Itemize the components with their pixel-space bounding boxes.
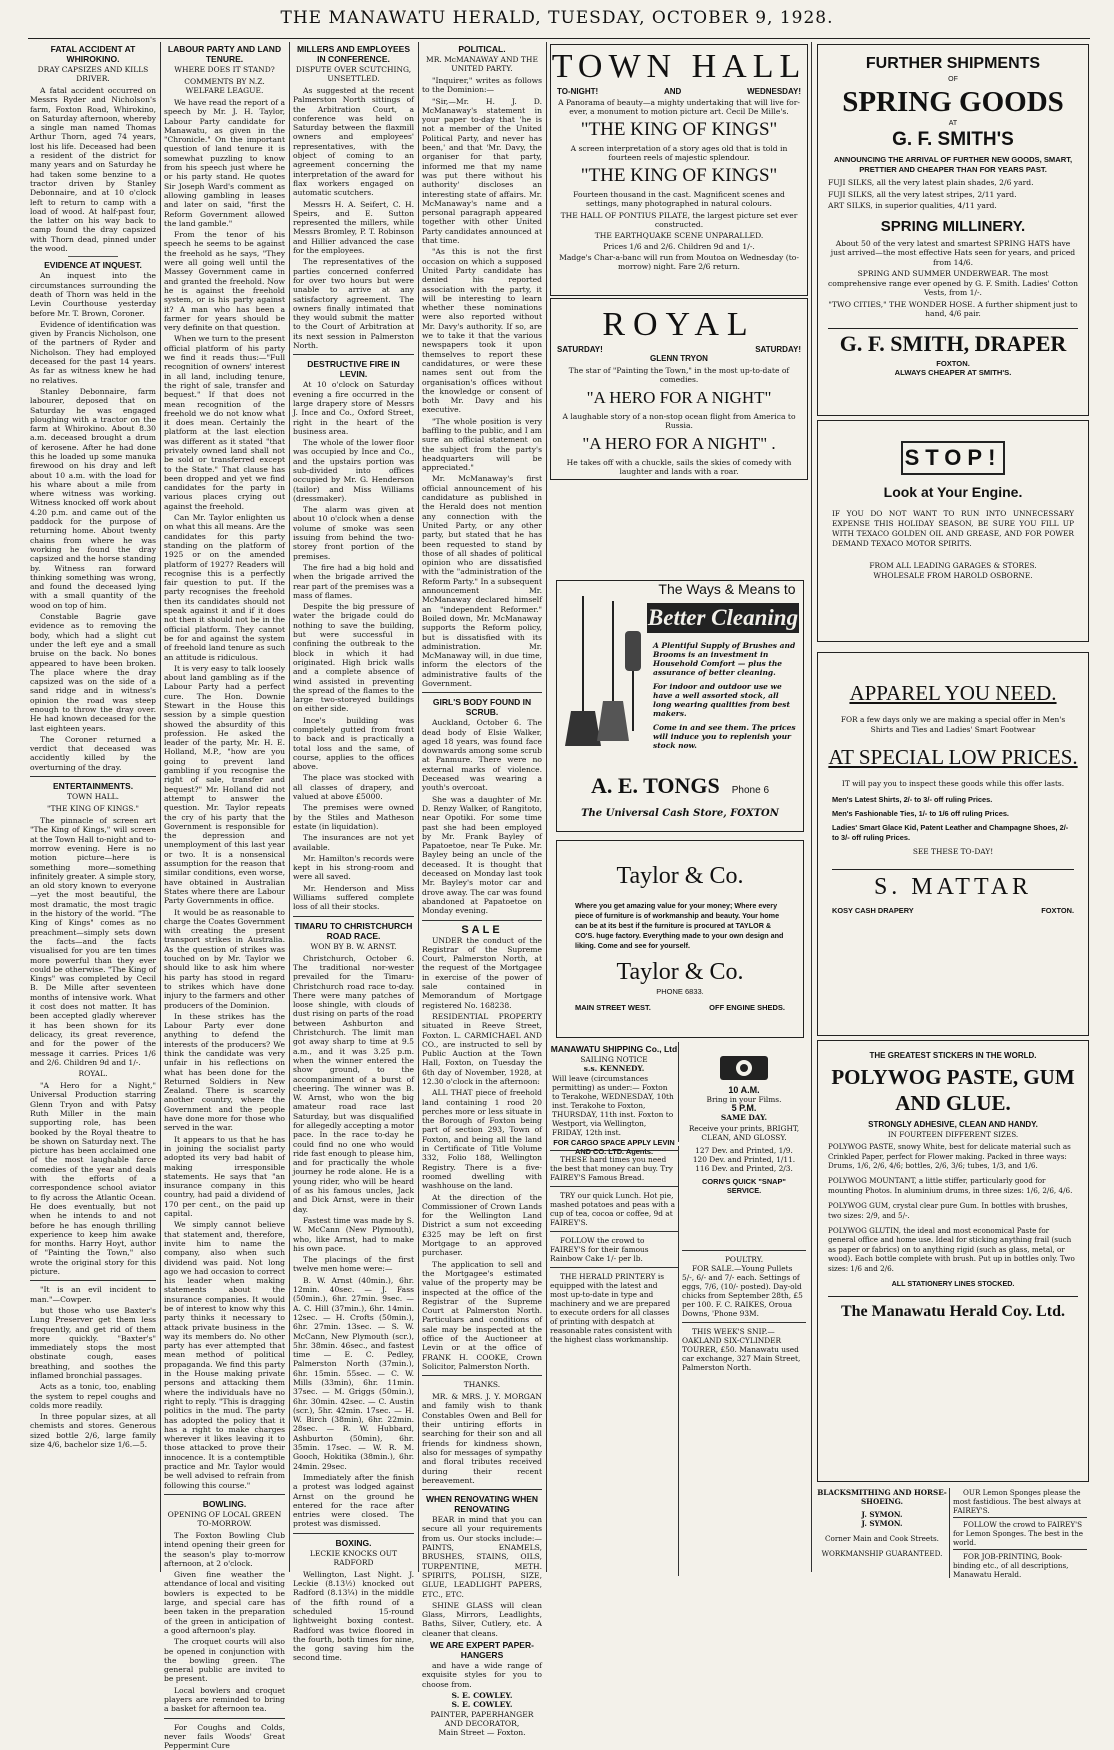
advert-text: FROM ALL LEADING GARAGES & STORES. (869, 561, 1037, 570)
advert-text: FOR a few days only we are making a special offer in Men's Shirts and Ties and Ladies' Smart Footwear (840, 715, 1066, 734)
advert-text: A Plentiful Supply of Brushes and Brooms is an investment in Household Comfort — plus the assurance of better cleaning. (653, 641, 796, 677)
advert-text: 127 Dev. and Printed, 1/9. 120 Dev. and Printed, 1/11. 116 Dev. and Printed, 2/3. (692, 1146, 796, 1173)
article-paragraph: Evidence of identification was given by Francis Nicholson, one of the partners of Ryder and Nicholson. They had employed deceased for the past 14 years. As far as witness knew he had no relatives. (30, 319, 156, 385)
article-paragraph: Immediately after the finish a protest was lodged against Arnst on the ground he entered for the race after entries were closed. The protest was dismissed. (293, 1472, 414, 1529)
article-paragraph: Constable Bagrie gave evidence as to removing the body, which had a slight cut under the left eye and a small bruise on the back. No bones appeared to have been broken. The place where the dray capsized was on the side of a sand ridge and in witness's opinion the road was steep enough to throw the dray over. He had known deceased for the last eighteen years. (30, 612, 156, 733)
column-2 (164, 42, 285, 1750)
divider (293, 916, 414, 917)
masthead: THE MANAWATU HERALD, TUESDAY, OCTOBER 9, 1928. (280, 8, 834, 28)
advert-phone: Phone 6 (731, 785, 770, 796)
apparel-advert (817, 652, 1089, 1036)
article-paragraph: It would be as reasonable to charge the Coates Government with creating the present transport strikes in Australia. As the question of strikes was touched on by Mr. Taylor we should like to ask him where his party has stood in regard to strikes which have done injury to the farmers and other producers of the Dominion. (164, 907, 285, 1010)
advert-text: A screen interpretation of a story ages old that is told in fourteen reels of majestic splendour. (570, 144, 788, 162)
advert-text: J. SYMON. (861, 1519, 903, 1528)
advert-heading: POULTRY. (724, 1255, 764, 1264)
advert-heading: AT SPECIAL LOW PRICES. (828, 745, 1078, 769)
article-paragraph: Ince's building was completely gutted from front to back and is practically a total loss and the same, of course, applies to the offices above. (293, 715, 414, 772)
small-advert: THIS WEEK'S SNIP.—OAKLAND SIX-CYLINDER TOURER, £50. Manawatu used car exchange, 327 Main Street, Palmerston North. (682, 1327, 801, 1372)
subheadline: THANKS. (463, 1380, 501, 1390)
advert-text: OF (948, 76, 958, 83)
advert-text: WHOLESALE FROM HAROLD OSBORNE. (873, 571, 1033, 580)
advert-title: SPRING GOODS (842, 85, 1064, 118)
headline: BOXING. (335, 1537, 372, 1548)
small-advert: FOLLOW the crowd to FAIREY'S for Lemon Sponges. The best in the world. (953, 1520, 1084, 1547)
headline: LABOUR PARTY AND LAND TENURE. (167, 44, 282, 64)
divider (164, 1494, 285, 1495)
article-paragraph: "Inquirer," writes as follows to the Dominion:— (422, 76, 542, 95)
divider (422, 1375, 542, 1376)
article-paragraph: An inquest into the circumstances surrounding the death of Thorn was held in the Levin Courthouse yesterday before Mr. T. Brown, Coroner. (30, 271, 156, 318)
small-advert: THESE hard times you need the best that money can buy. Try FAIREY'S Famous Bread. (550, 1155, 673, 1182)
article-paragraph: Wellington, Last Night. J. Leckie (8.13½) knocked out Radford (8.13¼) in the middle of the fifth round of a scheduled 15-round lightweight boxing contest. Radford was twice floored in the fourth, both times for nine, the gong saving him the second time. (293, 1569, 414, 1663)
column-divider (811, 42, 812, 1572)
advert-line: FUJI SILKS, all the very latest stripes, 2/11 yard. (828, 189, 1017, 199)
article-paragraph: and have a wide range of exquisite styles for you to choose from. (422, 1661, 542, 1689)
divider (30, 1280, 156, 1281)
article-paragraph: Mr. McManaway's first official announcement of his candidature as published in the Herald does not mention any connection with the United Party, or any other party, but stated that he has been requested to stand by those of all shades of political opinion who are dissatisfied with the "administration of the Reform Party." In a subsequent announcement Mr. McManaway declared himself an "independent Reformer." Boiled down, Mr. McManaway supports the Reform policy, but is dissatisfied with its administration. Mr. McManaway will, in due time, inform the electors of the administrative faults of the Government. (422, 474, 542, 688)
article-paragraph: The fire had a big hold and when the brigade arrived the rear part of the premises was a mass of flames. (293, 562, 415, 600)
advert-name: A. E. TONGS (590, 773, 720, 798)
gf-smith-advert (817, 44, 1089, 416)
small-ads-right (682, 1246, 806, 1576)
advert-tagline: The Universal Cash Store, FOXTON (581, 808, 779, 819)
dates-row (551, 345, 807, 354)
advert-text: SEE THESE TO-DAY! (912, 847, 994, 856)
advert-text: THE GREATEST STICKERS IN THE WORLD. (869, 1051, 1037, 1060)
divider (682, 1250, 806, 1251)
date-label: SATURDAY! (755, 345, 801, 354)
advert-line: POLYWOG PASTE, snowy White, best for delicate material such as Crinkled Paper, perfect for Flower making. Packed in three ways: Drums, 1/6, 2/6, 4/6; bottles, 2/6, 3/6; tubes, 1/3, and 1/6. (828, 1142, 1071, 1171)
date-label: WEDNESDAY! (747, 87, 801, 96)
article-paragraph: Stanley Debonnaire, farm labourer, deposed that on Saturday he was engaged ploughing with a tractor on the farm at Whirokino. About 8.30 a.m. deceased brought a drum of kerosene. After he had done this he loaded up some manuka firewood on his dray and left about 10 a.m. with the load for his whare about a mile from where witness was working. Witness knocked off work about 4.20 p.m. and came out of the paddock for the purpose of returning home. About twenty chains from where he was working he found the dray capsized and the horse standing by. Witness ran forward thinking something was wrong, and found the deceased lying with a small quantity of the wood on top of him. (30, 386, 156, 610)
advert-text-block (653, 641, 797, 750)
article-paragraph: Can Mr. Taylor enlighten us on what this all means. Are the candidates for this party standing on the platform of 1925 or on the amended platform of 1927? Readers will recognise this is a perfectly fair question to put. If the party recognises the freehold then its candidates should not speak against it and if it does not then it should not be in the official platform. They cannot be for and against the system of freehold land tenure as such an attitude is ridiculous. (164, 513, 285, 662)
article-paragraph: She was a daughter of Mr. D. Renzy Walker, of Rangitoto, near Opotiki. For some time past she had been employed by Mr. Frank Bayley of Papatoetoe, near Te Puke. Mr. Bayley being an uncle of the deceased. It is thought that deceased on Monday last took Mr. Bayley's motor car and drove away. The car was found abandoned at Papatoetoe on Monday evening. (422, 794, 542, 916)
divider (953, 1549, 1087, 1550)
headline: DESTRUCTIVE FIRE IN LEVIN. (307, 359, 400, 380)
advert-text: Corner Main and Cook Streets. (825, 1534, 939, 1543)
advert-time: 10 A.M. (728, 1085, 760, 1095)
article-paragraph: At the direction of the Commissioner of Crown Lands for the Wellington Land District a sum not exceeding £325 may be left on first Mortgage to an approved purchaser. (422, 1192, 542, 1258)
headline: POLITICAL. (458, 44, 506, 54)
headline: BOWLING. (202, 1498, 247, 1509)
article-paragraph: UNDER the conduct of the Registrar of the Supreme Court, Palmerston North, at the request of the Mortgagee in exercise of the power of sale contained in Memorandum of Mortgage registered No. 168238. (422, 935, 542, 1010)
article-paragraph: Fastest time was made by S. W. McCann (New Plymouth), who, like Arnst, had to make his own pace. (293, 1215, 414, 1253)
article-paragraph: From the tenor of his speech he seems to be against the freehold as he says, "They were all going well until the Massey Government came in and granted the freehold. Now he is against the freehold system, or is his party against it? A man who has been a farmer for years should be very definite on that question. (164, 230, 285, 333)
advert-text: For indoor and outdoor use we have a well assorted stock, all long wearing qualities from best makers. (653, 682, 790, 718)
divider (953, 1517, 1087, 1518)
advert-line: Men's Fashionable Ties, 1/- to 1/6 off ruling Prices. (832, 809, 1009, 818)
advert-title: APPAREL YOU NEED. (849, 681, 1057, 705)
article-paragraph: Messrs H. A. Seifert, C. H. Speirs, and E. Sutton represented the millers, while Messrs Bromley, P. T. Robinson and Hillier advanced the case for the employees. (293, 199, 414, 256)
advert-address: OFF ENGINE SHEDS. (709, 1003, 785, 1012)
subheadline: LECKIE KNOCKS OUT RADFORD (309, 1548, 398, 1567)
article-paragraph: The croquet courts will also be opened in conjunction with the bowling green. The general public are invited to be present. (164, 1637, 285, 1684)
article-paragraph: The insurances are not yet available. (293, 833, 414, 852)
divider (550, 1150, 678, 1151)
divider (422, 920, 542, 921)
advert-line: About 50 of the very latest and smartest SPRING HATS have just arrived—the most effective Hats seen for years, and priced from 14/6. (830, 238, 1076, 267)
advert-name-row (557, 773, 803, 798)
signature: S. E. COWLEY. (451, 1690, 513, 1700)
dates-row (551, 87, 807, 96)
advert-subheading: SAILING NOTICE (580, 1055, 648, 1064)
advert-text: A Panorama of beauty—a mighty undertaking that will live for-ever, a monument to motion picture art. Cecil De Mille's. (558, 98, 800, 116)
divider (682, 1322, 806, 1323)
headline: TIMARU TO CHRISTCHURCH ROAD RACE. (294, 920, 413, 941)
headline: FATAL ACCIDENT AT WHIROKINO. (50, 44, 136, 64)
advert-heading: BLACKSMITHING AND HORSE-SHOEING. (817, 1488, 947, 1506)
date-label: SATURDAY! (557, 345, 603, 354)
advert-title: STOP! (901, 441, 1005, 475)
subheadline: COMMENTS BY N.Z. WELFARE LEAGUE. (184, 77, 265, 95)
column-divider (546, 42, 547, 1572)
star-name: GLENN TRYON (650, 354, 708, 363)
article-paragraph: Auckland, October 6. The dead body of Elsie Walker, aged 18 years, was found face downwards among some scrub at Panmure. There were no external marks of violence. Deceased was wearing a youth's overcoat. (422, 718, 542, 793)
column-divider (418, 42, 419, 1572)
film-title: "THE KING OF KINGS" (580, 119, 778, 140)
advert-title: CORN'S QUICK "SNAP" SERVICE. (702, 1177, 786, 1195)
small-advert: FOLLOW the crowd to FAIREY'S for their famous Rainbow Cake 1/- per lb. (550, 1236, 649, 1263)
advert-text: THE EARTHQUAKE SCENE UNPARALLED. (594, 231, 764, 240)
article-paragraph: "As this is not the first occasion on which a supposed United Party candidate has denied his reported association with the party, it will be interesting to learn whether these nominations were also reported without Mr. Davy's authority. If so, are we to take it that the various newspapers took it upon themselves to report these candidatures, or were these names sent out from the organisation's offices without the knowledge or consent of both Mr. Davy and his executive. (422, 247, 542, 415)
advert-line: POLYWOG GUM, crystal clear pure Gum. In bottles with brushes, two sizes: 2/9, and 5/-. (828, 1201, 1068, 1220)
royal-advert (550, 298, 808, 480)
small-ads-far-right (953, 1488, 1087, 1578)
advert-name: The Manawatu Herald Coy. Ltd. (840, 1302, 1065, 1320)
advert-footer-row (818, 904, 1088, 918)
advert-line: POLYWOG GLUTIN, the ideal and most economical Paste for general office and home use. Ideal for sticking anything frail (such as paper or fabrics) on to anything rigid (such as glass, metal, or wood). Each bottle complete with brush. Put up in bottles only. Two sizes: 1/6 and 2/6. (828, 1226, 1075, 1273)
advert-title: POLYWOG PASTE, GUM AND GLUE. (831, 1065, 1075, 1116)
column-divider (160, 42, 161, 1572)
taylor-advert (556, 840, 804, 1038)
shipping-notice (550, 1042, 679, 1156)
advert-text: IT will pay you to inspect these goods while this offer lasts. (841, 779, 1065, 788)
article-paragraph: In these strikes has the Labour Party ever done anything to defend the interests of the producers? We think the candidate was very unfair in his reflections on what has been done for the Returned Soldiers in New Zealand. There is scarcely another country, where the Government and the people have done more for those who served in the war. (164, 1011, 285, 1133)
column-4 (422, 42, 542, 1738)
article-paragraph: MR. & MRS. J. Y. MORGAN and family wish to thank Constables Owen and Bell for their untiring efforts in searching for their son and all friends for kindness shown, also for messages of sympathy and floral tributes received during their recent bereavement. (422, 1392, 542, 1485)
article-paragraph: The placings of the first twelve men home were:— (293, 1255, 414, 1274)
headline: WE ARE EXPERT PAPER-HANGERS (430, 1640, 534, 1661)
advert-title: Taylor & Co. (616, 959, 744, 985)
article-paragraph: It appears to us that he has in joining the socialist party adopted its very bad habit of making irresponsible statements. He says that "an insurance company in this country, had paid a dividend of 170 per cent., on the paid up capital. (164, 1134, 285, 1219)
divider (550, 1186, 678, 1187)
article-paragraph: SHINE GLASS will clean Glass, Mirrors, Leadlights, Baths, Silver, Cutlery, etc. A cleaner that cleans. (422, 1600, 542, 1638)
advert-text: Prices 1/6 and 2/6. Children 9d and 1/-. (603, 242, 755, 251)
article-paragraph: RESIDENTIAL PROPERTY situated in Reeve Street, Foxton. L. CARMICHAEL AND CO., are instructed to sell by Public Auction at the Town Hall, Foxton, on Tuesday the 6th day of November, 1928, at 12.30 o'clock in the afternoon: (422, 1011, 542, 1086)
advert-line: POLYWOG MOUNTANT, a little stiffer, particularly good for mounting Photos. In aluminium drums, in three sizes: 1/6, 2/6, 4/6. (828, 1176, 1073, 1195)
article-paragraph: For Coughs and Colds, never fails Woods' Great Peppermint Cure (164, 1722, 285, 1750)
article-paragraph: "A Hero for a Night," Universal Production starring Glenn Tryon and with Patsy Ruth Miller in the main supporting role, has been booked by the Royal theatre to be shown on Saturday next. The picture has been acclaimed one of the most laughable farce comedies of the year and deals with the efforts of a correspondence school aviator to fly across the Atlantic Ocean. He does eventually, but not when he intends to and not before he has enough thrilling experience to keep him awake for months. Harry Hoyt, author of "Painting the Town," also wrote the original story for this picture. (30, 1081, 156, 1277)
advert-line: ART SILKS, in superior qualities, 4/11 yard. (828, 201, 997, 210)
signature: Main Street — Foxton. (438, 1728, 526, 1738)
article-paragraph: but those who use Baxter's Lung Preserver get them less frequently, and get rid of them more quickly. "Baxter's" immediately stops the most obstinate cough, eases breathing, and soothes the inflamed bronchial passages. (30, 1305, 156, 1380)
column-divider (289, 42, 290, 1572)
small-advert: OUR Lemon Sponges please the most fastidious. The best always at FAIREY'S. (953, 1488, 1081, 1515)
article-paragraph: "Sir,—Mr. H. J. D. McManaway's statement in your paper to-day that 'he is not a member of the United Political Party, and never has been,' and that 'Mr. Davy, the organiser for that party, informed me that my name was put there without his authority' discloses an interesting state of affairs. Mr. McManaway's name and a personal paragraph appeared together with other United Party candidates announced at that time. (422, 96, 542, 246)
divider (550, 1231, 678, 1232)
article-paragraph: Acts as a tonic, too, enabling the system to repel coughs and colds more readily. (30, 1382, 156, 1410)
article-paragraph: Mr. Hamilton's records were kept in his strong-room and were all saved. (293, 853, 414, 882)
tongs-advert (556, 580, 804, 832)
advert-text: Will leave (circumstances permitting) as under:— Foxton to Terakohe, WEDNESDAY, 10th inst. Terakohe to Foxton, THURSDAY, 11th inst. Foxton to Westport, via Wellington, FRIDAY, 12th inst. (552, 1074, 674, 1137)
advert-line: Ladies' Smart Glace Kid, Patent Leather and Champagne Shoes, 2/- to 3/- off ruling Prices. (832, 823, 1069, 842)
advert-name: S. MATTAR (873, 874, 1033, 900)
ship-name: s.s. KENNEDY. (583, 1064, 645, 1073)
article-paragraph: At 10 o'clock on Saturday evening a fire occurred in the large drapery store of Messrs J. Ince and Co., Oxford Street, right in the heart of the business area. (293, 380, 414, 436)
small-advert: FOR JOB-PRINTING, Book-binding etc., of all descriptions, Manawatu Herald. (953, 1552, 1069, 1579)
film-title: "THE KING OF KINGS" (580, 165, 778, 186)
advert-text: Where you get amazing value for your money; Where every piece of furniture is of workmanship and beauty. Your home can be at its best if the furniture is procured at TAYLOR & CO'S. huge factory. Everything made to your own design and liking. Come and see for yourself. (575, 901, 784, 950)
article-paragraph: Local bowlers and croquet players are reminded to bring a basket for afternoon tea. (164, 1685, 285, 1714)
headline: EVIDENCE AT INQUEST. (44, 260, 142, 271)
texaco-advert (817, 420, 1089, 642)
divider (422, 1489, 542, 1490)
article-paragraph: BEAR in mind that you can secure all your requirements from us. Our stocks include:— PAINTS, ENAMELS, BRUSHES, STAINS, OILS, TURPENTINE, METH. SPIRITS, POLISH, SIZE, GLUE, LEADLIGHT PAPERS, ETC., ETC. (422, 1515, 542, 1599)
advert-text: ANNOUNCING THE ARRIVAL OF FURTHER NEW GOODS, SMART, PRETTIER AND CHEAPER THAN FOR YEARS PAST. (833, 155, 1073, 174)
advert-phone: PHONE 6833. (656, 987, 704, 996)
advert-tagline: ALWAYS CHEAPER AT SMITH'S. (894, 368, 1012, 377)
blacksmith-advert (815, 1488, 950, 1578)
advert-line: "TWO CITIES," THE WONDER HOSE. A further shipment just to hand, 4/6 pair. (828, 299, 1078, 318)
divider (164, 1718, 285, 1719)
advert-text: Receive your prints, BRIGHT, CLEAN, AND GLOSSY. (688, 1124, 800, 1142)
advert-title: ROYAL (602, 306, 756, 343)
small-advert: THE HERALD PRINTERY is equipped with the latest and most up-to-date in type and machinery and we are prepared to execute orders for all classes of printing with despatch at reasonable rates consistent with the highest class workmanship. (550, 1272, 673, 1344)
article-paragraph: Christchurch, October 6. The traditional nor-wester prevailed for the Timaru-Christchurch road race to-day. There were many patches of loose shingle, with clouds of dust rising on parts of the road between Ashburton and Christchurch. The limit man got away sharp to time at 9.5 a.m., and it was 3.25 p.m. when the winner entered the show ground, to the accompaniment of a burst of cheering. The winner was B. W. Arnst, who won the big amateur road race last Saturday, but was disqualified for allegedly accepting a motor pace. In the race to-day he could find no one who would ride fast enough to please him, and for practically the whole journey he rode alone. He is a young rider, who will be heard of as his famous uncles, Jack and Dick Arnst, were in their day. (293, 953, 414, 1214)
article-paragraph: As suggested at the recent Palmerston North sittings of the Arbitration Court, a conference was held on Saturday between the flaxmill owners and employees' representatives, with the object of coming to an agreement concerning the interpretation of the award for flax workers engaged on automatic scutchers. (293, 86, 414, 198)
advert-heading: Look at Your Engine. (883, 484, 1023, 500)
advert-line: Men's Latest Shirts, 2/- to 3/- off ruling Prices. (832, 795, 993, 804)
advert-text: IF YOU DO NOT WANT TO RUN INTO UNNECESSARY EXPENSE THIS HOLIDAY SEASON, BE SURE YOU FILL UP WITH TEXACO GOLDEN OIL AND GREASE, AND FOR POWER DEMAND TEXACO MOTOR SPIRITS. (832, 509, 1074, 548)
date-label: TO-NIGHT! (557, 87, 599, 96)
signature: S. E. COWLEY. (451, 1700, 513, 1710)
camera-icon (714, 1048, 774, 1084)
article-paragraph: We have read the report of a speech by Mr. J. H. Taylor, Labour Party candidate for Manawatu, as given in the "Chronicle." On the important question of land tenure it is somewhat puzzling to know from his speech just where he or his party stand. He quotes Sir Joseph Ward's comment as allowing gambling in leases and later on said, "first the Reform Government allowed the land gamble." (164, 98, 285, 228)
advert-text: FOR CARGO SPACE APPLY LEVIN AND CO. LTD. Agents. (553, 1138, 675, 1156)
divider (550, 1267, 678, 1268)
advert-text: Madge's Char-a-banc will run from Moutoa on Wednesday (to-morrow) night. Fare 2/6 return. (559, 253, 799, 271)
divider (30, 776, 156, 777)
advert-line: FUJI SILKS, all the very latest plain shades, 2/6 yard. (828, 178, 1034, 187)
advert-text: KOSY CASH DRAPERY (832, 906, 914, 915)
advert-text: Fourteen thousand in the cast. Magnificent scenes and settings, many photographed in natural colours. (573, 190, 785, 208)
advert-text: AT (948, 119, 958, 127)
article-paragraph: The premises were owned by the Stiles and Matheson estate (in liquidation). (293, 803, 414, 831)
subheadline: ROYAL. (78, 1069, 108, 1079)
small-advert: TRY our quick Lunch. Hot pie, mashed potatoes and peas with a cup of tea, cocoa or coffee, 9d at FAIREY'S. (550, 1191, 675, 1227)
headline: WHEN RENOVATING WHEN RENOVATING (425, 1494, 539, 1515)
article-paragraph: The Coroner returned a verdict that deceased was accidently killed by the overturning of the dray. (30, 734, 156, 772)
subheadline: "THE KING OF KINGS." (47, 804, 139, 814)
divider (293, 1533, 414, 1534)
headline: ENTERTAINMENTS. (52, 781, 134, 792)
article-paragraph: The pinnacle of screen art "The King of Kings," will screen at the Town Hall to-night and to-morrow evening. Here is no motion picture—here is something more—something infinitely greater. A simple story, an old story known to everyone—yet the most beautiful, the most dramatic, the most tragic in the history of the world. "The King of Kings" comes as no preachment—simply sets down the facts—and the facts visualised for you are ten times more powerful than they ever could be otherwise. "The King of Kings" was completed by Cecil B. De Mille after seventeen months of intensive work. What it cost does not matter. It has been accepted gladly wherever it has been shown for its delicacy, its great reverence, and for the power of the message it carries. Prices 1/6 and 2/6. Children 9d and 1/-. (30, 816, 156, 1067)
article-paragraph: Despite the big pressure of water the brigade could do nothing to save the building, but were successful in confining the outbreak to the block in which it had originated. High brick walls and a complete absence of wind assisted in preventing the spread of the flames to the large two-storeyed buildings on either side. (293, 602, 414, 714)
column-1 (30, 42, 156, 1572)
advert-text: The star of "Painting the Town," in the most up-to-date of comedies. (568, 366, 790, 384)
advert-heading: SPRING MILLINERY. (880, 217, 1026, 235)
advert-heading: FURTHER SHIPMENTS (865, 55, 1041, 72)
article-paragraph: A fatal accident occurred on Messrs Ryder and Nicholson's farm, Foxton Road, Whirokino, on Saturday afternoon, whereby a single man named Thomas Arthur Thorn, aged 74 years, lost his life. Deceased had been a resident of the district for many years and on Saturday he had taken some benzine to a tractor driven by Stanley Debonnaire, and at 10 o'clock left to return to camp with a load of wood. At half-past four, the latter on his way back to camp found the dray capsized with Thorn dead, pinned under the wood. (30, 86, 156, 254)
article-paragraph: The alarm was given at about 10 o'clock when a dense volume of smoke was seen issuing from behind the two-storey front portion of the premises. (293, 505, 414, 561)
address-row (557, 997, 803, 1019)
advert-heading: MANAWATU SHIPPING Co., Ltd (550, 1044, 678, 1054)
subheadline: OPENING OF LOCAL GREEN TO-MORROW. (167, 1509, 282, 1528)
headline: SALE (461, 923, 503, 936)
film-title: "A HERO FOR A NIGHT" (586, 388, 772, 407)
subheadline: WHERE DOES IT STAND? (174, 65, 275, 74)
signature: PAINTER, PAPERHANGER AND DECORATOR, (430, 1709, 534, 1728)
article-paragraph: The Foxton Bowling Club intend opening their green for the season's play to-morrow afternoon, at 2 o'clock. (164, 1530, 285, 1568)
article-paragraph: In three popular sizes, at all chemists and stores. Generous sized bottle 2/6, large family size 4/6, bachelor size 1/6.—5. (30, 1412, 156, 1450)
article-paragraph: When we turn to the present official platform of his party we find it reads thus:—"Full recognition of owners' interest in all land, including tenure, the right of sale, transfer and bequest." If that does not mean recognition of the freehold we do not know what it does mean. Certainly the platform at the last election was different as it stated "that privately owned land shall not be sold or transferred except to the State." That clause has been dropped and yet we find candidates for the party in various places crying out against the freehold. (164, 334, 285, 511)
article-paragraph: The place was stocked with all classes of drapery, and valued at above £5000. (293, 773, 414, 802)
advert-text: FOXTON. (1041, 906, 1074, 915)
advert-text: WORKMANSHIP GUARANTEED. (821, 1549, 943, 1558)
advert-text: Bring in your Films. (706, 1095, 782, 1104)
article-paragraph: The application to sell and the Mortgagee's estimated value of the property may be inspected at the office of the Registrar of the Supreme Court at Palmerston North. Particulars and conditions of sale may be inspected at the office of the Auctioneer at Levin or at the office of FRANK H. COOKE, Crown Solicitor, Palmerston North. (422, 1259, 542, 1371)
article-paragraph: The whole of the lower floor was occupied by Ince and Co., and the upstairs portion was sub-divided into offices occupied by Mr. G. Henderson (tailor) and Miss Williams (dressmaker). (293, 438, 414, 503)
subheadline: TOWN HALL. (66, 792, 120, 802)
subheadline: DRAY CAPSIZES AND KILLS DRIVER. (37, 65, 149, 83)
advert-text: FOXTON. (936, 358, 970, 368)
advert-line: SPRING AND SUMMER UNDERWEAR. The most comprehensive range ever opened by G. F. Smith. Ladies' Cotton Vests, from 1/-. (828, 269, 1078, 297)
advert-heading: The Ways & Means to (658, 581, 796, 597)
article-paragraph: Given fine weather the attendance of local and visiting bowlers is expected to be large, and special care has been taken in the preparation of the green in anticipation of a good afternoon's play. (164, 1570, 285, 1635)
article-paragraph: The representatives of the parties concerned conferred for over two hours but were unable to arrive at any satisfactory agreement. The owners finally intimated that they would submit the matter to the Court of Arbitration at its next session in Palmerston North. (293, 257, 414, 351)
subheadline: MR. McMANAWAY AND THE UNITED PARTY. (426, 55, 538, 73)
date-label: AND (663, 87, 682, 96)
article-paragraph: It is very easy to talk loosely about land gambling as if the Labour Party had a perfect cure. The Hon. Downie Stewart in the House this session by a simple question showed the absurdity of this profession. He asked the leader of the party, Mr. H. E. Holland, M.P., "how are you going to prevent land gambling if you recognise the right of sale, transfer and bequest?" Mr. Holland did not attempt to answer the question. Mr. Taylor repeats the cry of his party that the Government is responsible for the depression and unemployment of this last year or two. It is a nonsensical assumption for the reason that similar conditions, even worse, have obtained in Australian States where there are Labour Party Governments in office. (164, 663, 285, 906)
advert-text: SAME DAY. (720, 1113, 768, 1122)
advert-text: THE HALL OF PONTIUS PILATE, the largest picture set ever constructed. (560, 211, 798, 229)
divider (68, 256, 118, 257)
advert-time: 5 P.M. (731, 1103, 757, 1113)
small-ads-left (550, 1146, 679, 1576)
masthead-rule (28, 38, 1090, 39)
advert-address: MAIN STREET WEST. (575, 1003, 651, 1012)
divider (293, 354, 414, 355)
brooms-illustration-icon (563, 591, 647, 751)
advert-text: ALL STATIONERY LINES STOCKED. (891, 1279, 1015, 1289)
article-paragraph: We simply cannot believe that statement and, therefore, invite him to name the company, also when such dividend was paid. Not long ago we had occasion to correct his leader when making statements about the insurance companies. It would be of interest to know why this party thinks it necessary to attack private business in the way its members do. No other party has ever attempted that mean method of political propaganda. We find this party in the House making private persons and attacking them where the individuals have no right to reply. "This is dragging politics in the mud. The party has adopted the policy that it has a right to make charges wherever it likes leaving it to those attacked to prove their innocence. It is a contemptible practice and Mr. Taylor would be well advised to refrain from following this course." (164, 1220, 285, 1490)
advert-title: Taylor & Co. (616, 863, 744, 889)
advert-text: Come in and see them. The prices will induce you to replenish your stock now. (653, 723, 796, 750)
small-advert: FOR SALE.—Young Pullets 5/-, 6/- and 7/- each. Settings of eggs, 7/6, (10/- posted). Day-old chicks from September 28th, £5 per 100. F. C. RAIKES, Oroua Downs, 'Phone 93M. (682, 1264, 803, 1318)
subheadline: WON BY B. W. ARNST. (310, 941, 397, 951)
polywog-advert (817, 1040, 1089, 1482)
article-paragraph: "It is an evil incident to man."—Cowper. (30, 1285, 156, 1304)
headline: MILLERS AND EMPLOYEES IN CONFERENCE. (296, 44, 411, 64)
film-title: "A HERO FOR A NIGHT" . (582, 434, 776, 453)
advert-name: G. F. SMITH'S (892, 129, 1014, 150)
advert-heading: STRONGLY ADHESIVE, CLEAN AND HANDY. (868, 1120, 1038, 1130)
headline: GIRL'S BODY FOUND IN SCRUB. (432, 697, 532, 718)
article-paragraph: ALL THAT piece of freehold land containing 1 rood 20 perches more or less situate in the Borough of Foxton being part of section 293, Town of Foxton, and being all the land in Certificate of Title Volume 332, Folio 188, Wellington Registry. There is a five-roomed dwelling with washhouse on the land. (422, 1088, 542, 1191)
race-results: B. W. Arnst (40min.), 6hr. 12min. 40sec. — J. Fass (50min.), 6hr. 27min. 9sec. — A. C. Hill (37min.), 6hr. 14min. 12sec. — H. Crofts (50min.), 6hr. 27min. 13sec. — S. W. McCann, New Plymouth (scr.), 5hr. 38min. 46sec., and fastest time — E. C. Pedley, Palmerston North (37min.), 6hr. 15min. 55sec. — C. W. Mills (33min), 6hr. 11min. 37sec. — M. Griggs (50min.), 6hr. 30min. 42sec. — C. Austin (scr.), 5hr. 42min. 17sec. — H. W. Birch (38min), 6hr. 22min. 28sec. — R. W. Hubbard, Ashburton (50min), 6hr. 35min. 17sec. — W. R. M. Gooch, Hokitika (38min.), 6hr. 24min. 29sec. (293, 1275, 414, 1471)
advert-banner: Better Cleaning (647, 603, 799, 633)
article-paragraph: "The whole position is very baffling to the public, and I am sure an official statement on the subject from the party's headquarters will be appreciated." (422, 416, 542, 473)
divider (422, 692, 542, 693)
advert-text: IN FOURTEEN DIFFERENT SIZES. (887, 1129, 1019, 1139)
article-paragraph: Mr. Henderson and Miss Williams suffered complete loss of all their stocks. (293, 883, 414, 912)
advert-text: He takes off with a chuckle, sails the skies of comedy with laughter and lands with a roar. (566, 458, 792, 476)
subheadline: DISPUTE OVER SCUTCHING, UNSETTLED. (295, 65, 412, 83)
column-3 (293, 42, 415, 1663)
advert-text: A laughable story of a non-stop ocean flight from America to Russia. (562, 412, 796, 430)
corns-snap-advert (682, 1042, 806, 1242)
advert-text: J. SYMON. (861, 1510, 903, 1519)
town-hall-advert (550, 44, 808, 296)
advert-name: G. F. SMITH, DRAPER (839, 330, 1067, 356)
advert-title: TOWN HALL (551, 48, 807, 85)
